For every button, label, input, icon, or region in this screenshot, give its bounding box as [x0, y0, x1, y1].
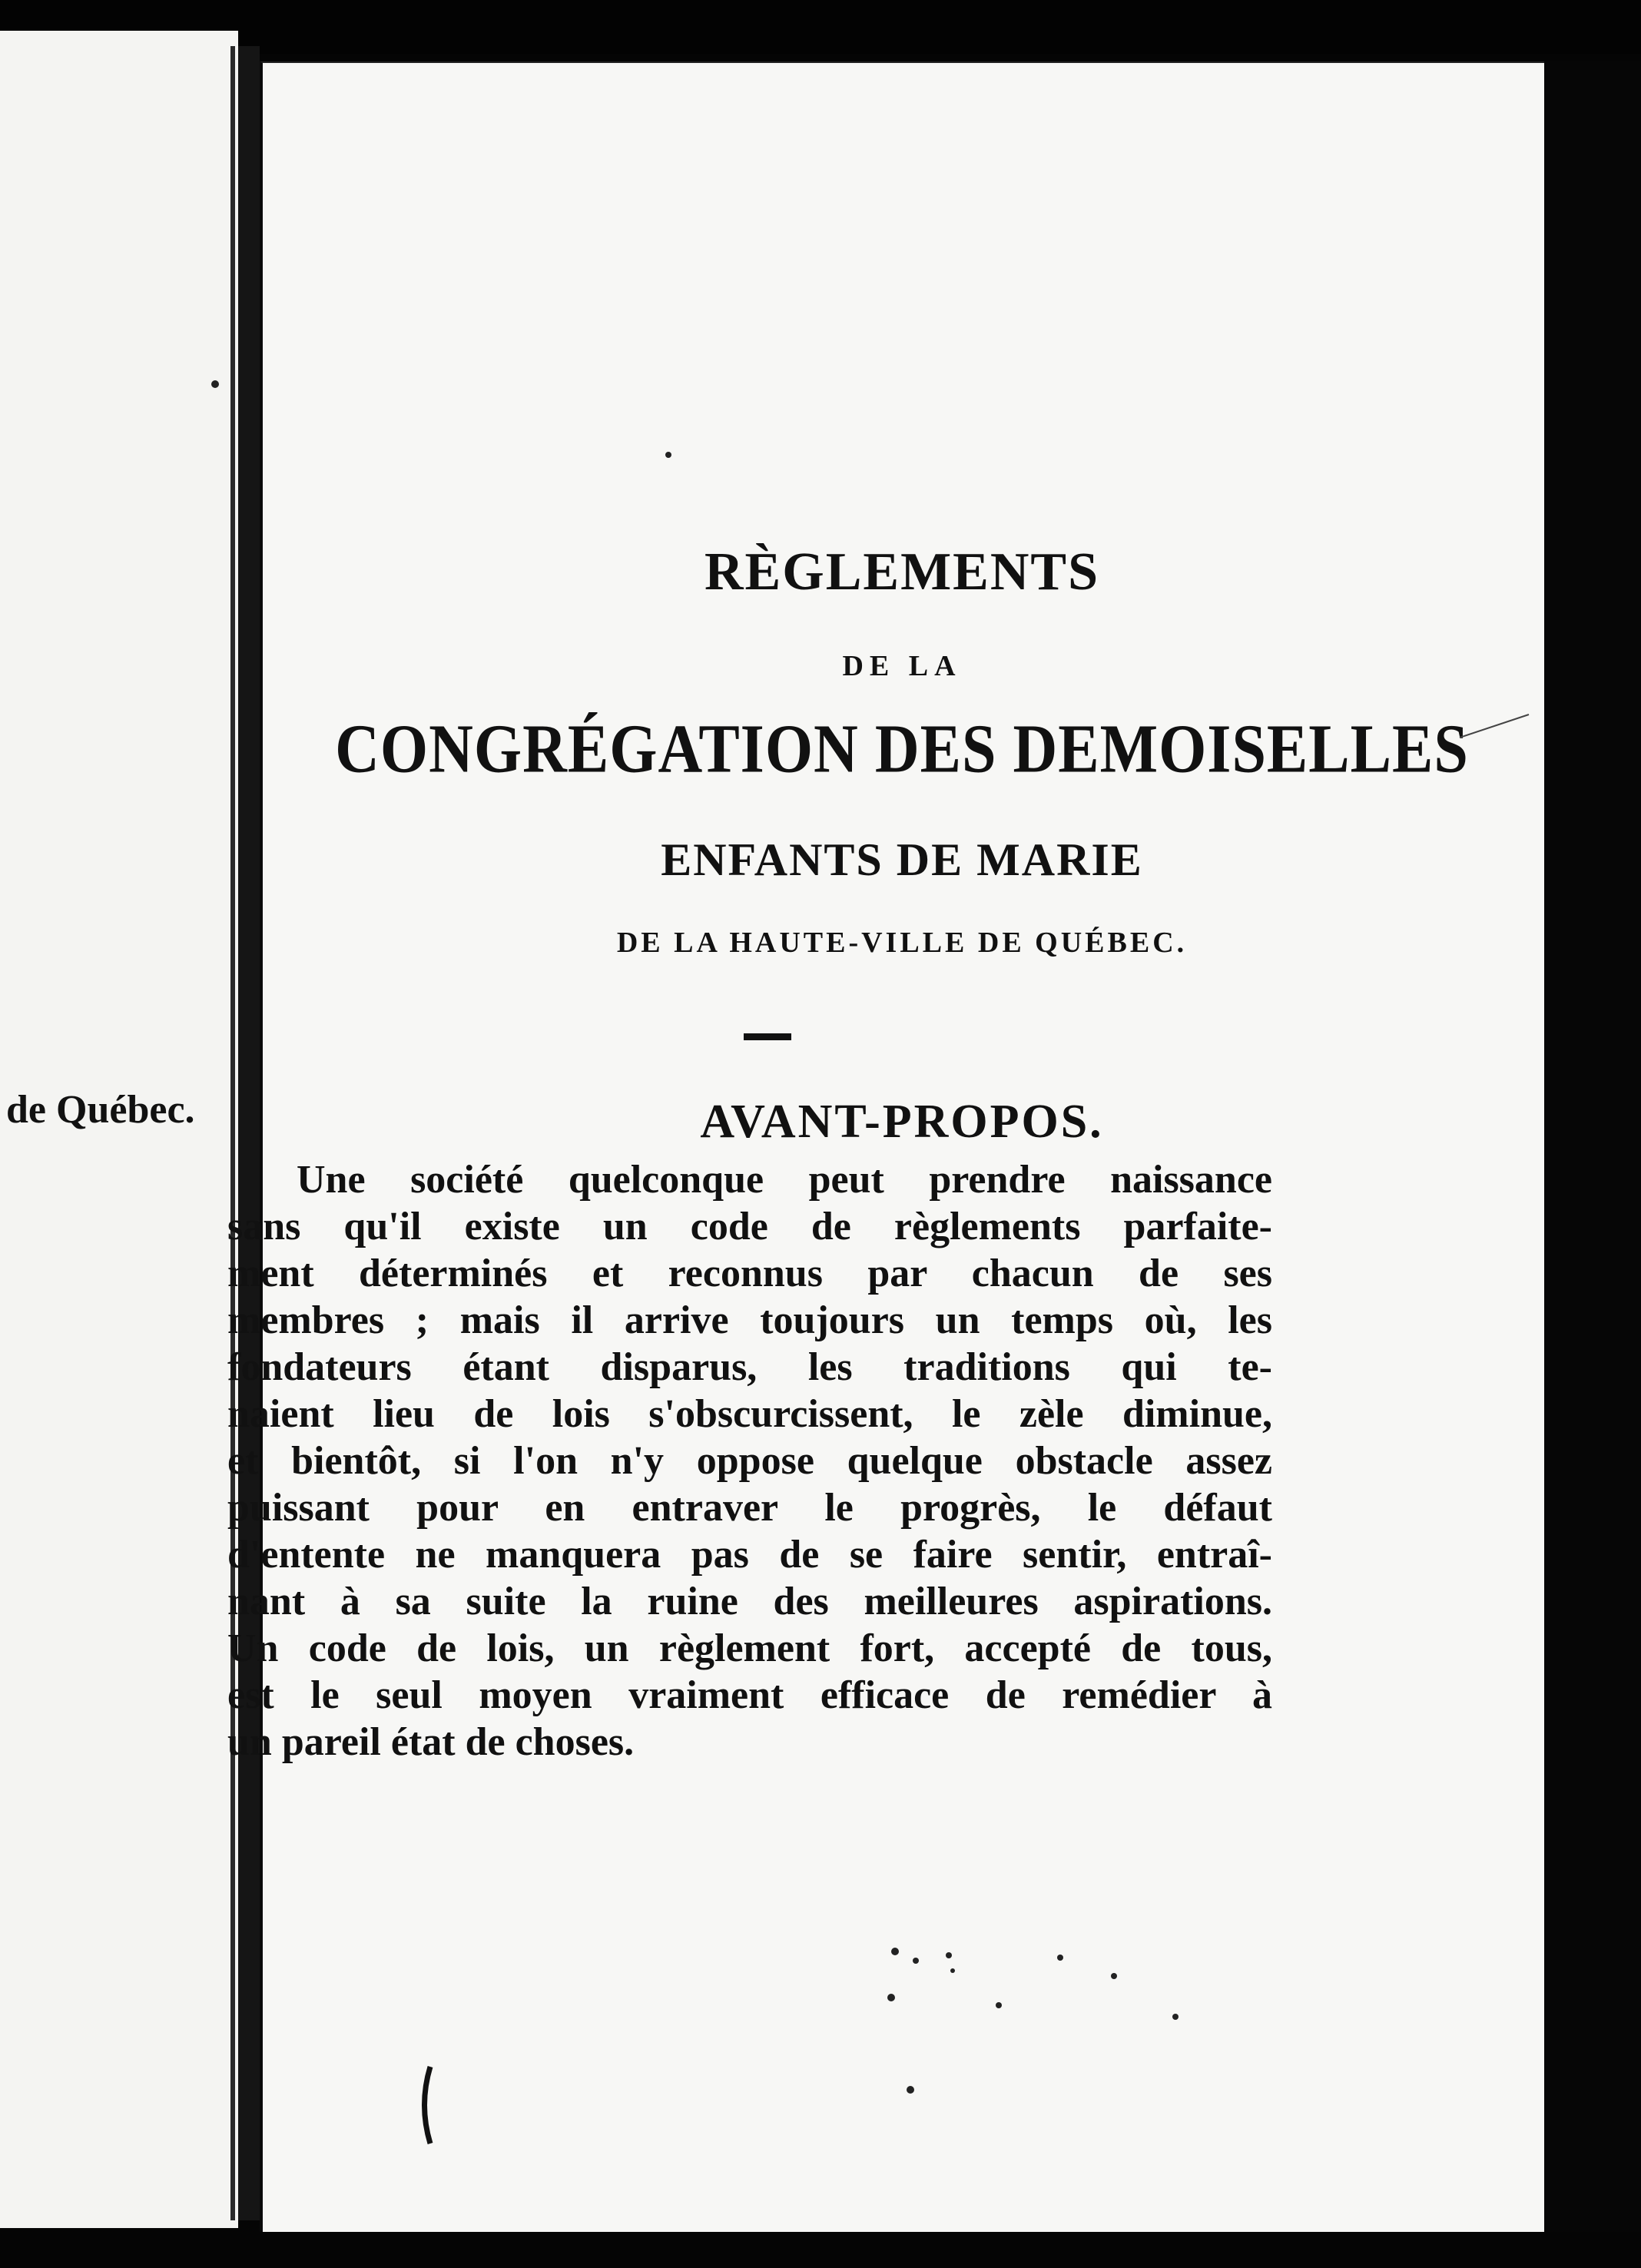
- separator-dash: [744, 1033, 791, 1040]
- subtitle-de-la: DE LA: [842, 650, 962, 682]
- congregation-heading: CONGRÉGATION DES DEMOISELLES: [335, 711, 1469, 788]
- paragraph-line: un pareil état de choses.: [227, 1720, 635, 1764]
- left-page: [0, 31, 238, 2228]
- left-page-fragment: de Québec.: [6, 1088, 195, 1132]
- paragraph-line: membres ; mais il arrive toujours un temps où, les: [227, 1298, 1272, 1342]
- gutter-shadow: [230, 46, 235, 2220]
- enfants-de-marie-heading: ENFANTS DE MARIE: [661, 834, 1143, 885]
- paragraph-line: ment déterminés et reconnus par chacun de ses: [227, 1252, 1272, 1295]
- section-heading: AVANT-PROPOS.: [700, 1096, 1104, 1148]
- paragraph-line: d'entente ne manquera pas de se faire sentir, entraî-: [227, 1533, 1272, 1577]
- paragraph-line: est le seul moyen vraiment efficace de remédier à: [227, 1673, 1272, 1717]
- avant-propos-paragraph: [227, 1156, 1272, 1766]
- scan-frame-right: [1544, 61, 1641, 2268]
- scan-frame-bottom: [0, 2232, 1641, 2268]
- haute-ville-heading: DE LA HAUTE-VILLE DE QUÉBEC.: [616, 927, 1188, 959]
- page-title: RÈGLEMENTS: [704, 542, 1099, 602]
- paragraph-line: naient lieu de lois s'obscurcissent, le zèle diminue,: [227, 1392, 1272, 1436]
- paragraph-line: Une société quelconque peut prendre naissance: [297, 1158, 1272, 1202]
- paragraph-line: puissant pour en entraver le progrès, le défaut: [227, 1486, 1272, 1530]
- paragraph-line: nant à sa suite la ruine des meilleures aspirations.: [227, 1580, 1272, 1623]
- paragraph-line: fondateurs étant disparus, les traditions qui te-: [227, 1345, 1272, 1389]
- book-gutter: [238, 46, 260, 2220]
- paragraph-line: sans qu'il existe un code de règlements parfaite-: [227, 1205, 1272, 1248]
- paragraph-line: et bientôt, si l'on n'y oppose quelque obstacle assez: [227, 1439, 1272, 1483]
- paragraph-line: Un code de lois, un règlement fort, accepté de tous,: [227, 1626, 1272, 1670]
